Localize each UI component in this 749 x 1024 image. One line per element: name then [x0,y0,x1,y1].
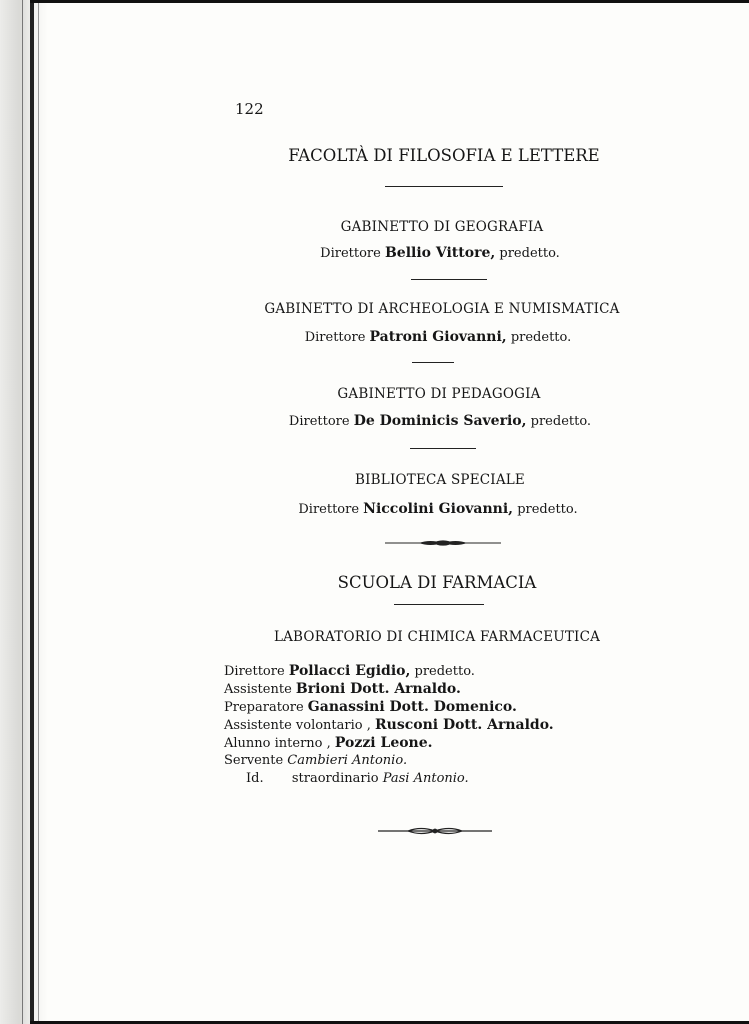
lab-title: LABORATORIO DI CHIMICA FARMACEUTICA [273,629,601,645]
page-top-edge [30,0,749,3]
title-rule [385,186,503,187]
staff-row [224,753,407,768]
staff-row [224,663,475,679]
director-suffix: predetto. [499,246,560,261]
title-rule [394,604,484,605]
section-director-geografia [0,245,749,261]
staff-role: Id. [246,771,264,786]
section-title-geografia: GABINETTO DI GEOGRAFIA [340,219,544,235]
director-name: De Dominicis Saverio, [353,413,527,429]
school-title: SCUOLA DI FARMACIA [337,573,537,592]
staff-row [224,717,554,733]
section-director-archeologia [0,329,749,345]
section-title-biblioteca: BIBLIOTECA SPECIALE [355,472,525,488]
staff-row [246,771,469,786]
staff-name: Pozzi Leone. [334,735,433,751]
section-director-biblioteca [0,501,749,517]
staff-suffix: predetto. [414,664,475,679]
staff-role: Servente [224,753,284,768]
section-title-pedagogia: GABINETTO DI PEDAGOGIA [337,386,541,402]
staff-role: Alunno interno , [224,736,331,751]
section-title-archeologia: GABINETTO DI ARCHEOLOGIA E NUMISMATICA [264,301,620,317]
staff-name: Rusconi Dott. Arnaldo. [375,717,554,733]
director-role: Direttore [298,502,360,517]
staff-row [224,735,433,751]
director-suffix: predetto. [530,414,592,429]
ornament-divider [385,538,501,548]
director-name: Patroni Giovanni, [369,329,507,345]
staff-row [224,699,517,715]
staff-role: Assistente [224,682,292,697]
staff-role: Direttore [224,664,285,679]
staff-name: Ganassini Dott. Domenico. [307,699,517,715]
director-name: Niccolini Giovanni, [363,501,514,517]
ornament-divider [378,825,492,837]
staff-role: Assistente volontario , [224,718,371,733]
director-role: Direttore [288,414,350,429]
director-name: Bellio Vittore, [384,245,496,261]
director-suffix: predetto. [510,330,572,345]
section-rule [410,448,476,449]
staff-row [224,681,461,697]
staff-role: Preparatore [224,700,304,715]
page-number: 122 [235,100,264,118]
section-director-pedagogia [0,413,749,429]
section-rule [412,362,454,363]
staff-name: Cambieri Antonio. [287,753,408,768]
section-rule [411,279,487,280]
staff-role-qualifier: straordinario [291,771,379,786]
director-role: Direttore [320,246,381,261]
director-suffix: predetto. [517,502,578,517]
staff-name: Brioni Dott. Arnaldo. [295,681,461,697]
staff-name: Pollacci Egidio, [288,663,411,679]
director-role: Direttore [304,330,366,345]
faculty-title: FACOLTÀ DI FILOSOFIA E LETTERE [288,146,600,165]
staff-name: Pasi Antonio. [382,771,469,786]
